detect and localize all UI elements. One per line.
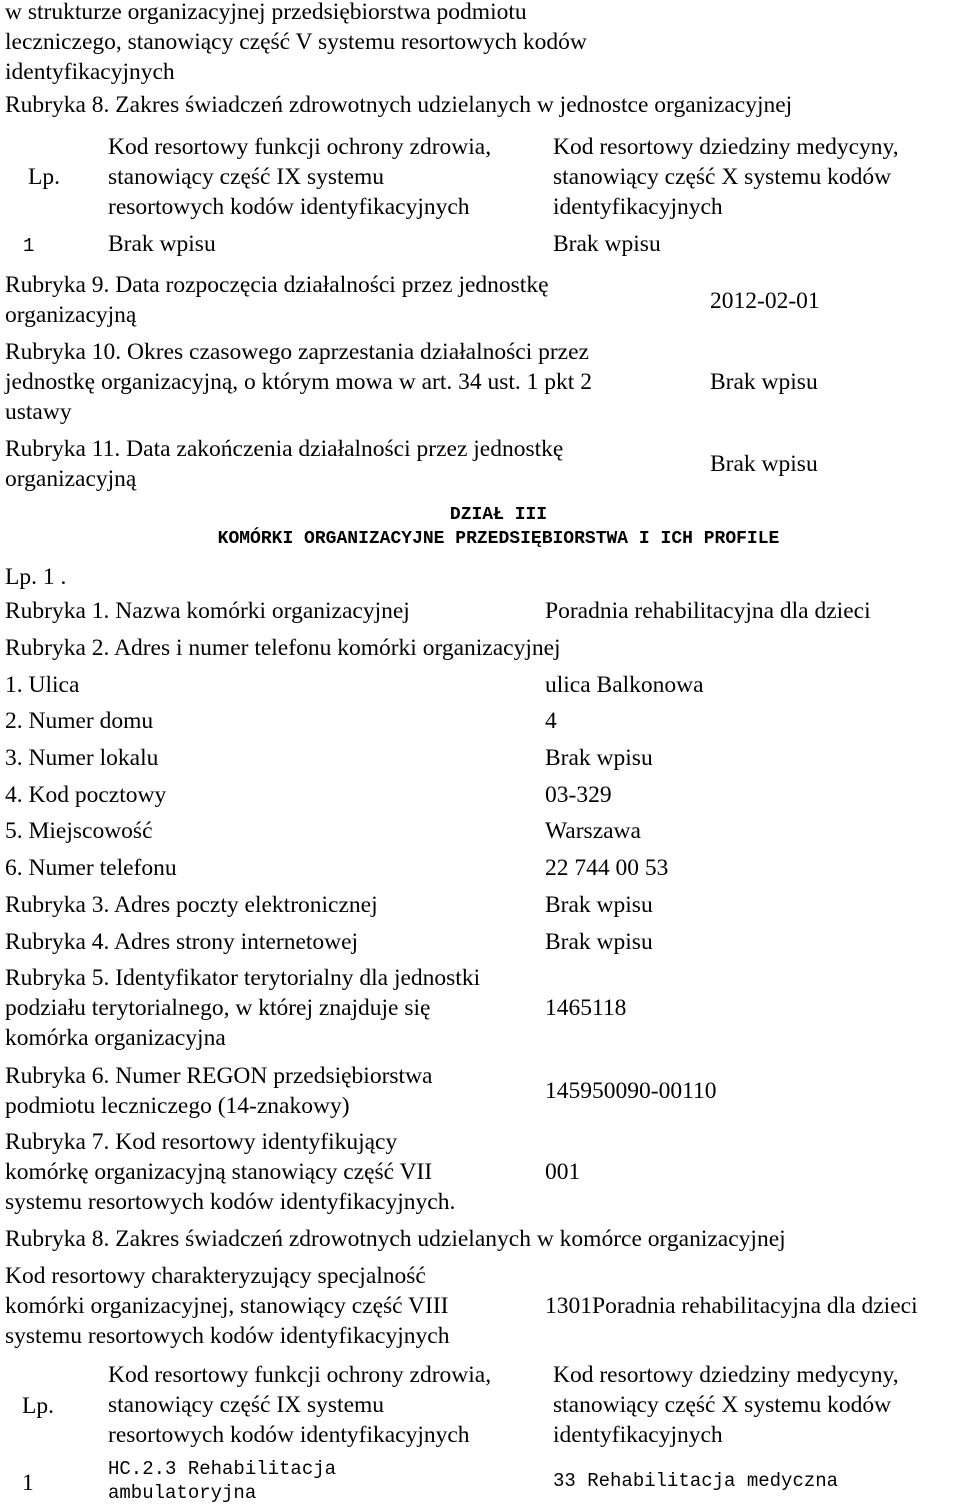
dziedzina-header-line: Kod resortowy dziedziny medycyny,: [553, 1362, 899, 1388]
dziedzina-header-line: identyfikacyjnych: [553, 1422, 723, 1448]
funkcja-header-line: Kod resortowy funkcji ochrony zdrowia,: [108, 1362, 492, 1388]
rubryka-3-value: Brak wpisu: [545, 892, 653, 918]
specjalnosc-label: systemu resortowych kodów identyfikacyjnych: [5, 1323, 450, 1349]
funkcja-header-line: stanowiący część IX systemu: [108, 164, 385, 190]
address-value: 4: [545, 708, 557, 734]
address-value: Brak wpisu: [545, 745, 653, 771]
address-label: 6. Numer telefonu: [5, 855, 177, 881]
rubryka-5-label: Rubryka 5. Identyfikator terytorialny dla jednostki: [5, 965, 481, 991]
rubryka-10-label: ustawy: [5, 399, 72, 425]
rubryka-6-value: 145950090-00110: [545, 1078, 717, 1104]
rubryka-8-heading: Rubryka 8. Zakres świadczeń zdrowotnych udzielanych w jednostce organizacyjnej: [5, 92, 793, 118]
rubryka-5-label: podziału terytorialnego, w której znajduje się: [5, 995, 431, 1021]
lp-item: Lp. 1 .: [5, 564, 67, 590]
specjalnosc-label: Kod resortowy charakteryzujący specjalność: [5, 1263, 426, 1289]
address-label: 5. Miejscowość: [5, 818, 153, 844]
funkcja-value: ambulatoryjna: [108, 1482, 257, 1504]
rubryka-4-value: Brak wpisu: [545, 929, 653, 955]
rubryka-10-label: jednostkę organizacyjną, o którym mowa w art. 34 ust. 1 pkt 2: [5, 369, 592, 395]
rubryka-8-cell-heading: Rubryka 8. Zakres świadczeń zdrowotnych udzielanych w komórce organizacyjnej: [5, 1226, 786, 1252]
intro-line: w strukturze organizacyjnej przedsiębiorstwa podmiotu: [5, 0, 527, 25]
row-lp: 1: [23, 235, 35, 257]
rubryka-7-label: systemu resortowych kodów identyfikacyjnych.: [5, 1189, 456, 1215]
address-label: 2. Numer domu: [5, 708, 154, 734]
rubryka-2-heading: Rubryka 2. Adres i numer telefonu komórki organizacyjnej: [5, 635, 561, 661]
rubryka-3-label: Rubryka 3. Adres poczty elektronicznej: [5, 892, 378, 918]
row-lp: 1: [22, 1470, 34, 1496]
rubryka-9-label: organizacyjną: [5, 302, 137, 328]
dziedzina-header-line: stanowiący część X systemu kodów: [553, 164, 892, 190]
funkcja-header-line: stanowiący część IX systemu: [108, 1392, 385, 1418]
specjalnosc-value: 1301Poradnia rehabilitacyjna dla dzieci: [545, 1293, 918, 1319]
section-subtitle: KOMÓRKI ORGANIZACYJNE PRZEDSIĘBIORSTWA I ICH PROFILE: [217, 529, 780, 549]
funkcja-value: Brak wpisu: [108, 231, 216, 257]
address-label: 1. Ulica: [5, 672, 80, 698]
rubryka-9-label: Rubryka 9. Data rozpoczęcia działalności przez jednostkę: [5, 272, 549, 298]
dziedzina-value: 33 Rehabilitacja medyczna: [553, 1470, 839, 1492]
funkcja-header-line: resortowych kodów identyfikacyjnych: [108, 194, 470, 220]
rubryka-5-value: 1465118: [545, 995, 627, 1021]
rubryka-10-label: Rubryka 10. Okres czasowego zaprzestania działalności przez: [5, 339, 589, 365]
funkcja-header-line: Kod resortowy funkcji ochrony zdrowia,: [108, 134, 492, 160]
address-label: 3. Numer lokalu: [5, 745, 159, 771]
specjalnosc-label: komórki organizacyjnej, stanowiący część VIII: [5, 1293, 449, 1319]
dziedzina-header-line: identyfikacyjnych: [553, 194, 723, 220]
address-value: ulica Balkonowa: [545, 672, 704, 698]
rubryka-4-label: Rubryka 4. Adres strony internetowej: [5, 929, 359, 955]
rubryka-7-label: Rubryka 7. Kod resortowy identyfikujący: [5, 1129, 398, 1155]
address-label: 4. Kod pocztowy: [5, 782, 167, 808]
rubryka-9-value: 2012-02-01: [710, 288, 820, 314]
rubryka-11-label: organizacyjną: [5, 466, 137, 492]
rubryka-1-label: Rubryka 1. Nazwa komórki organizacyjnej: [5, 598, 410, 624]
funkcja-value: HC.2.3 Rehabilitacja: [108, 1458, 337, 1480]
rubryka-11-label: Rubryka 11. Data zakończenia działalności przez jednostkę: [5, 436, 564, 462]
dziedzina-header-line: stanowiący część X systemu kodów: [553, 1392, 892, 1418]
address-value: 22 744 00 53: [545, 855, 669, 881]
address-value: 03-329: [545, 782, 612, 808]
section-title: DZIAŁ III: [449, 505, 548, 525]
dziedzina-value: Brak wpisu: [553, 231, 661, 257]
intro-line: leczniczego, stanowiący część V systemu resortowych kodów: [5, 29, 587, 55]
funkcja-header-line: resortowych kodów identyfikacyjnych: [108, 1422, 470, 1448]
rubryka-5-label: komórka organizacyjna: [5, 1025, 226, 1051]
rubryka-7-value: 001: [545, 1159, 581, 1185]
lp-header: Lp.: [22, 1393, 54, 1419]
intro-line: identyfikacyjnych: [5, 59, 175, 85]
rubryka-10-value: Brak wpisu: [710, 369, 818, 395]
dziedzina-header-line: Kod resortowy dziedziny medycyny,: [553, 134, 899, 160]
rubryka-6-label: podmiotu leczniczego (14-znakowy): [5, 1093, 350, 1119]
rubryka-11-value: Brak wpisu: [710, 451, 818, 477]
address-value: Warszawa: [545, 818, 641, 844]
rubryka-1-value: Poradnia rehabilitacyjna dla dzieci: [545, 598, 871, 624]
lp-header: Lp.: [28, 164, 60, 190]
rubryka-6-label: Rubryka 6. Numer REGON przedsiębiorstwa: [5, 1063, 433, 1089]
rubryka-7-label: komórkę organizacyjną stanowiący część VII: [5, 1159, 433, 1185]
